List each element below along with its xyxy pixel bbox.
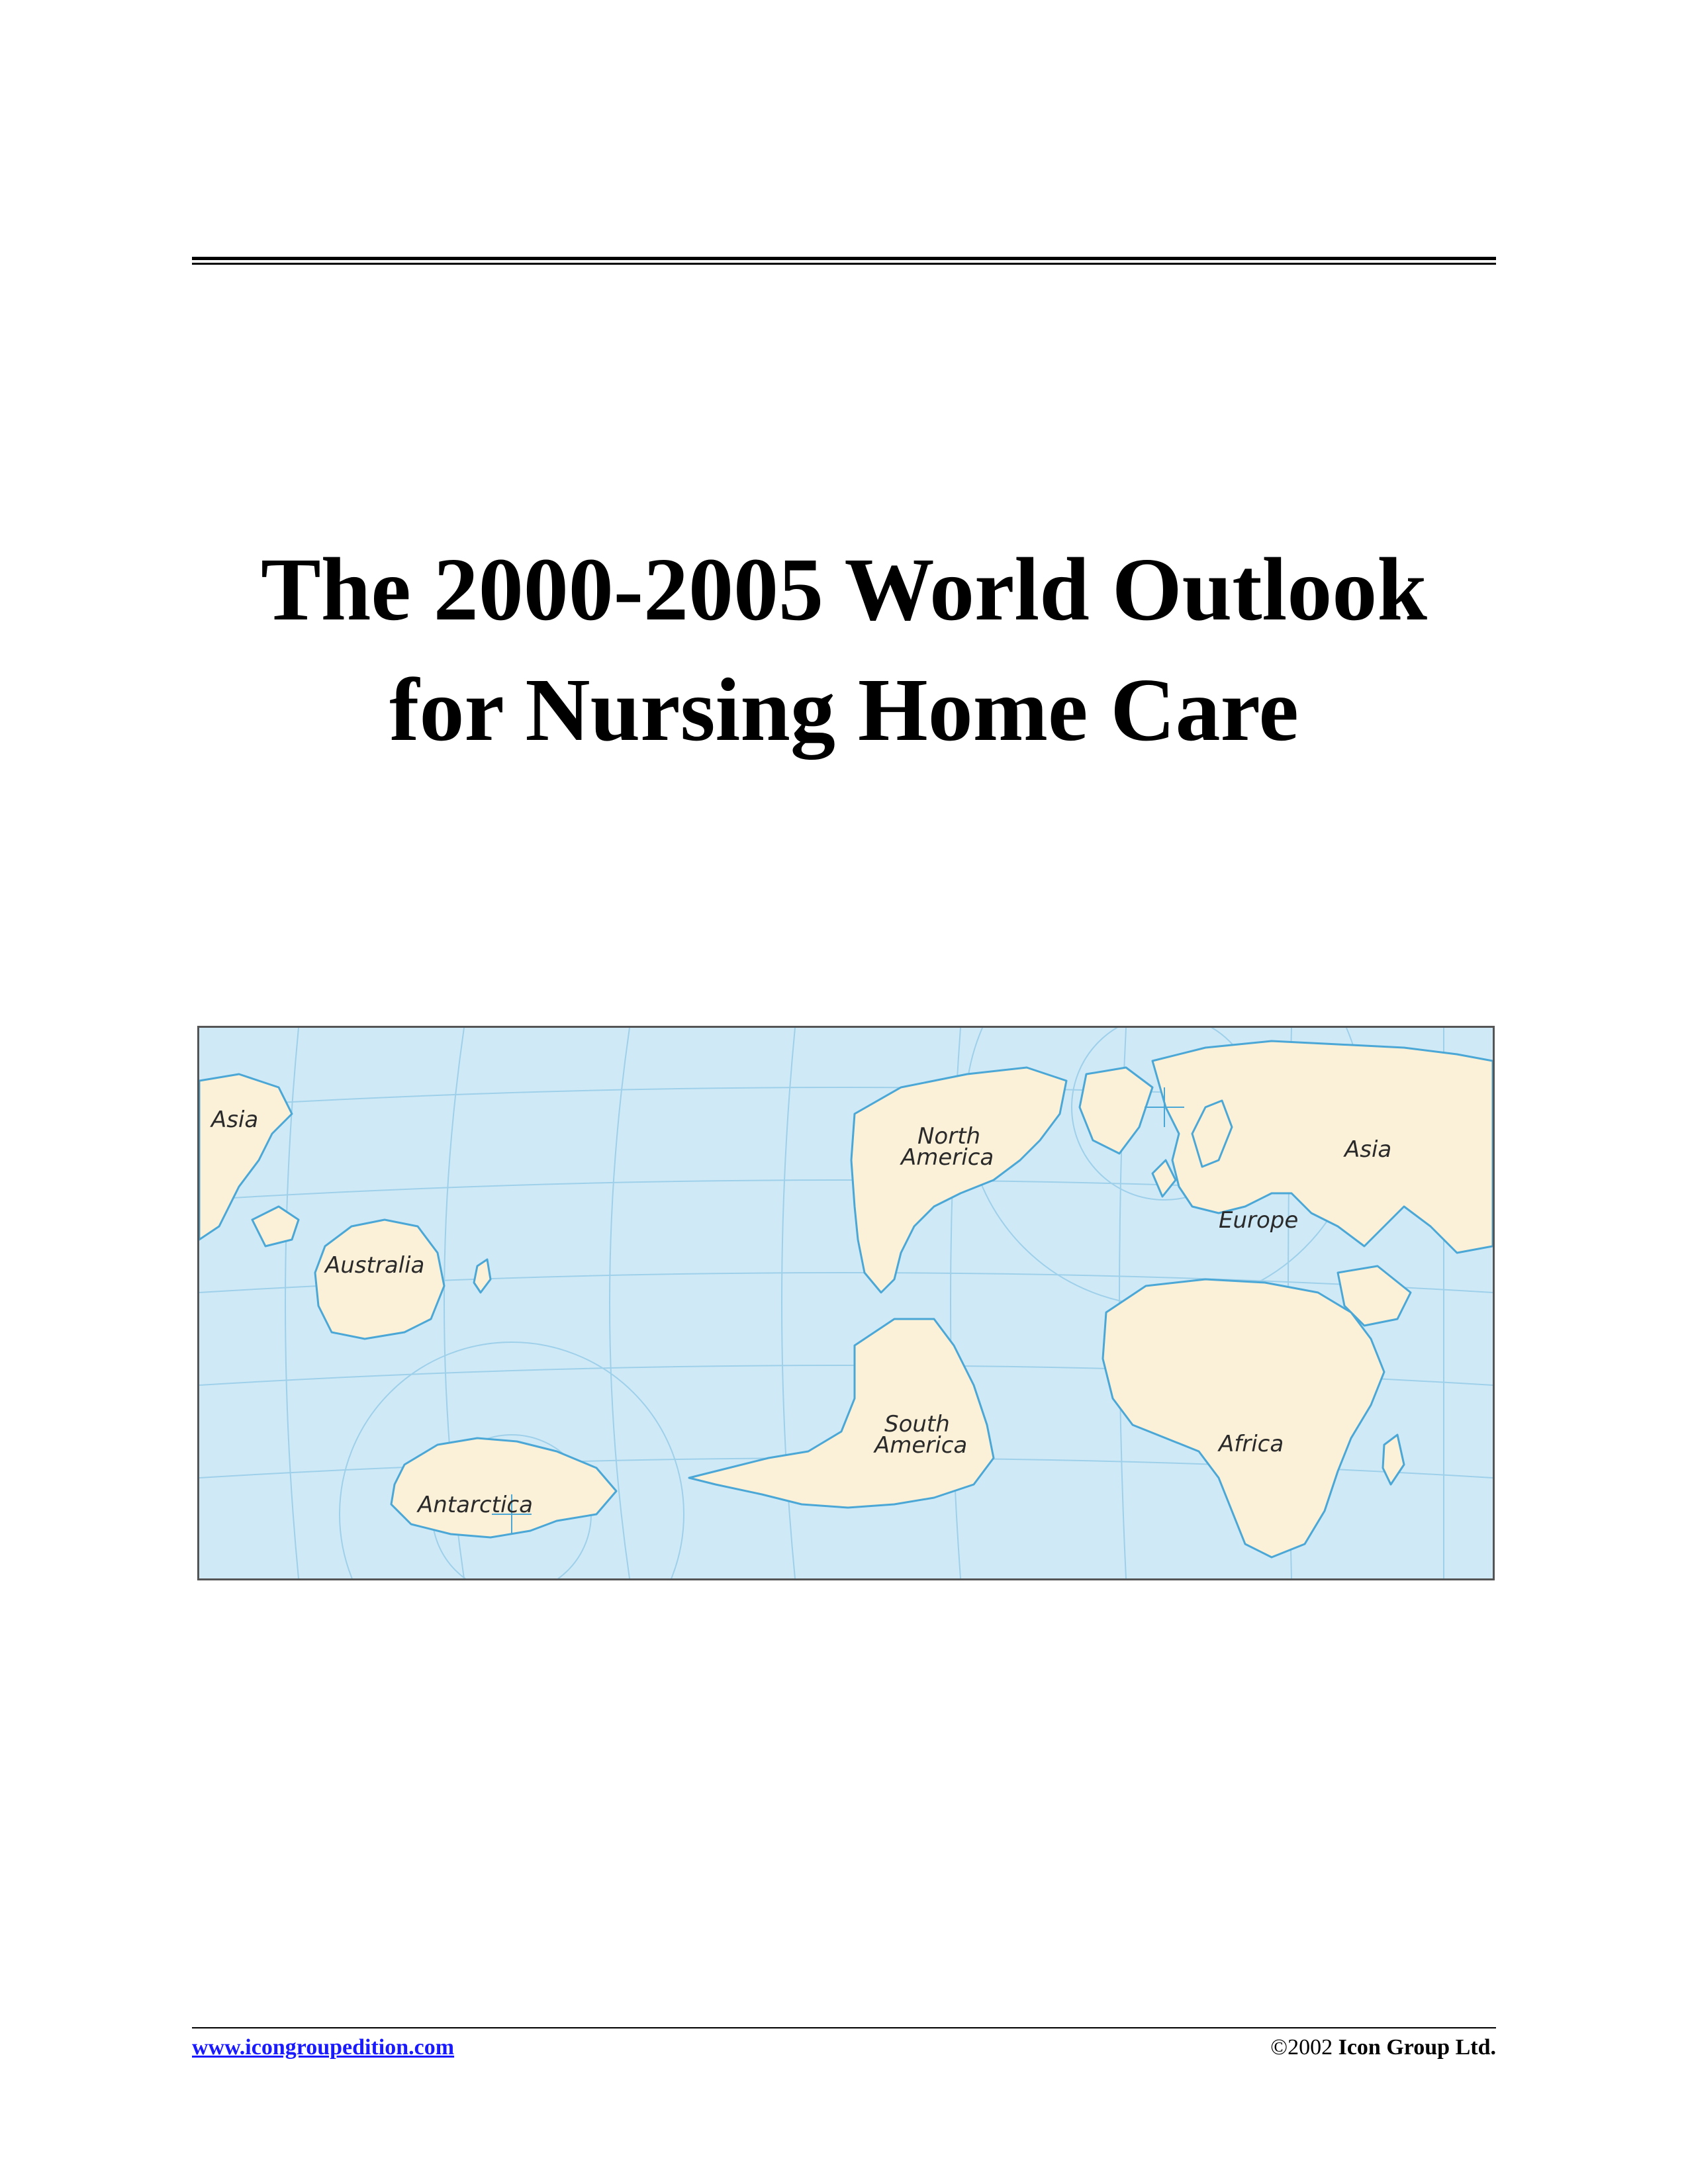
bottom-rule [192, 2027, 1496, 2028]
label-north-america-1: North [917, 1123, 981, 1150]
label-south-america-2: America [874, 1432, 968, 1459]
title-line-2: for Nursing Home Care [389, 660, 1299, 760]
document-title [0, 529, 1688, 770]
label-africa: Africa [1219, 1431, 1284, 1457]
website-link[interactable]: www.icongroupedition.com [192, 2035, 455, 2060]
title-line-1: The 2000-2005 World Outlook [261, 540, 1427, 639]
label-australia: Australia [325, 1252, 425, 1279]
top-double-rule [192, 257, 1496, 265]
world-map [197, 1026, 1495, 1580]
label-asia-left: Asia [211, 1107, 259, 1133]
company-name: Icon Group Ltd. [1338, 2035, 1496, 2060]
label-antarctica: Antarctica [418, 1492, 533, 1518]
label-europe: Europe [1219, 1207, 1299, 1234]
world-map-svg [199, 1028, 1493, 1578]
copyright-notice [1270, 2035, 1496, 2060]
label-asia-right: Asia [1344, 1136, 1392, 1163]
copyright-year: ©2002 [1270, 2035, 1333, 2060]
label-north-america-2: America [901, 1144, 994, 1171]
label-south-america-1: South [884, 1411, 950, 1437]
